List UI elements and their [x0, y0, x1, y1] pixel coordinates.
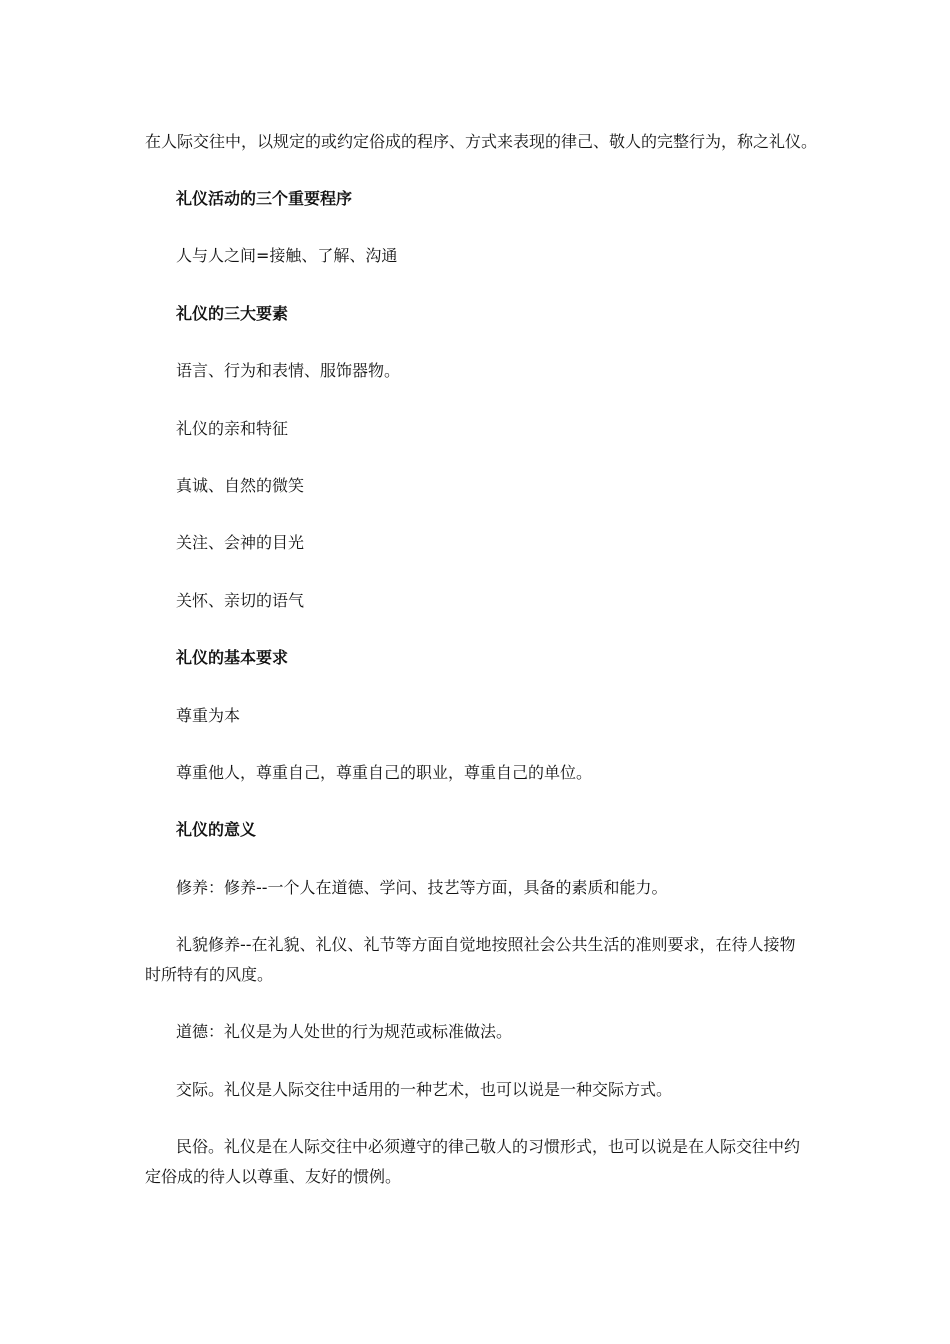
meaning-cultivation: 修养：修养--一个人在道德、学问、技艺等方面，具备的素质和能力。 — [176, 878, 668, 897]
requirement-detail: 尊重他人，尊重自己，尊重自己的职业，尊重自己的单位。 — [176, 763, 593, 782]
affinity-item-2: 关注、会神的目光 — [176, 533, 305, 552]
heading-requirements: 礼仪的基本要求 — [176, 648, 289, 667]
affinity-item-1: 真诚、自然的微笑 — [176, 476, 305, 495]
heading-meaning: 礼仪的意义 — [176, 820, 257, 839]
heading-elements: 礼仪的三大要素 — [176, 304, 289, 323]
meaning-custom: 民俗。礼仪是在人际交往中必须遵守的律己敬人的习惯形式，也可以说是在人际交往中约定俗成的待人以尊重、友好的惯例。 — [145, 1137, 801, 1186]
subheading-affinity: 礼仪的亲和特征 — [176, 419, 289, 438]
meaning-social: 交际。礼仪是人际交往中适用的一种艺术，也可以说是一种交际方式。 — [176, 1080, 673, 1099]
elements-paragraph: 语言、行为和表情、服饰器物。 — [176, 361, 401, 380]
meaning-courtesy: 礼貌修养--在礼貌、礼仪、礼节等方面自觉地按照社会公共生活的准则要求，在待人接物时所特有的风度。 — [145, 935, 796, 984]
heading-procedures: 礼仪活动的三个重要程序 — [176, 189, 353, 208]
affinity-item-3: 关怀、亲切的语气 — [176, 591, 305, 610]
meaning-morality: 道德：礼仪是为人处世的行为规范或标准做法。 — [176, 1022, 513, 1041]
procedures-paragraph: 人与人之间=接触、了解、沟通 — [176, 246, 398, 265]
requirement-title: 尊重为本 — [176, 706, 241, 725]
intro-paragraph: 在人际交往中，以规定的或约定俗成的程序、方式来表现的律己、敬人的完整行为，称之礼仪。 — [145, 132, 818, 151]
